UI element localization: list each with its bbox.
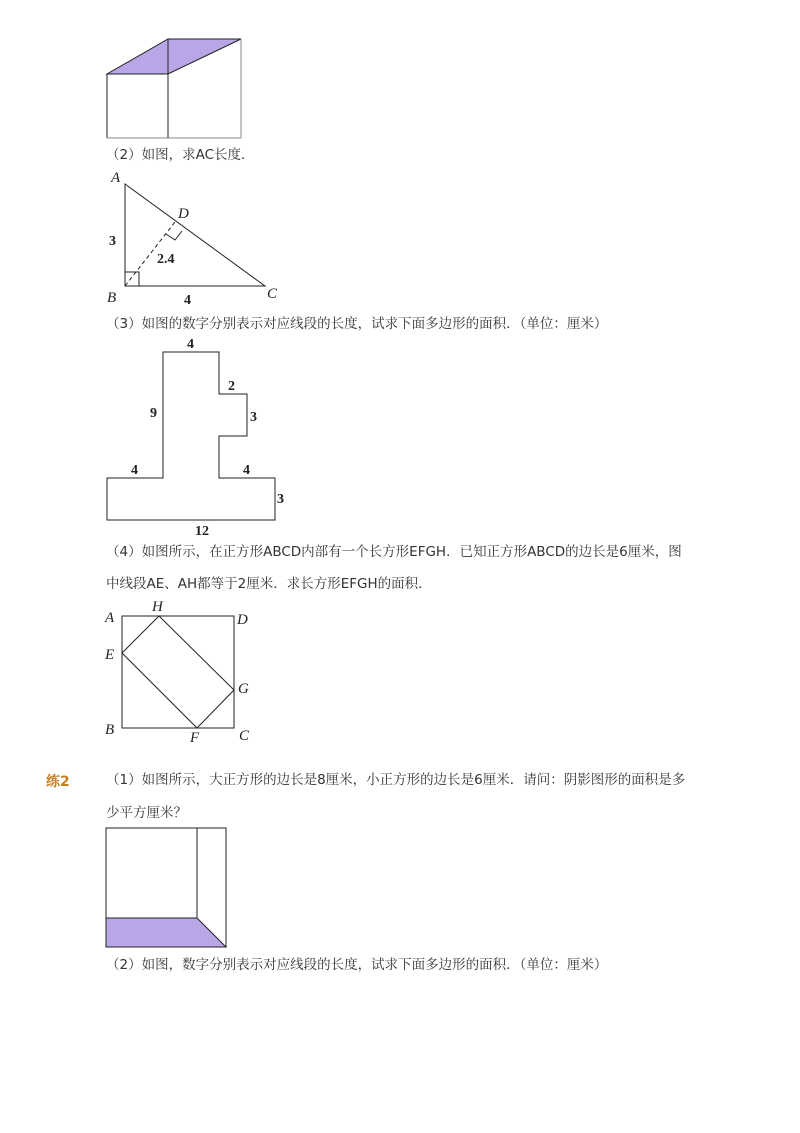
problem-2-text: （2）如图，求AC长度． bbox=[106, 147, 255, 163]
label-C: C bbox=[267, 286, 278, 302]
len-base-left: 4 bbox=[131, 463, 138, 478]
practice-2-q1-line2: 少平方厘米？ bbox=[106, 805, 187, 821]
figure-shaded-trapezoid bbox=[100, 824, 235, 952]
label-A: A bbox=[105, 610, 115, 626]
label-H: H bbox=[152, 599, 163, 615]
label-B: B bbox=[107, 290, 117, 306]
length-bd: 2.4 bbox=[157, 252, 175, 267]
label-B: B bbox=[105, 722, 115, 738]
label-F: F bbox=[190, 730, 200, 746]
len-base-height: 3 bbox=[277, 492, 284, 507]
figure-polygon bbox=[100, 336, 300, 539]
figure-shaded-parallelogram bbox=[100, 36, 250, 140]
label-A: A bbox=[111, 170, 121, 186]
label-G: G bbox=[238, 681, 249, 697]
len-left-height: 9 bbox=[150, 406, 157, 421]
practice-2-q2: （2）如图，数字分别表示对应线段的长度，试求下面多边形的面积．（单位：厘米） bbox=[106, 957, 608, 973]
label-D: D bbox=[178, 206, 189, 222]
problem-4-line2: 中线段AE、AH都等于2厘米．求长方形EFGH的面积． bbox=[106, 576, 432, 592]
problem-3-text: （3）如图的数字分别表示对应线段的长度，试求下面多边形的面积．（单位：厘米） bbox=[106, 316, 608, 332]
len-base-width: 12 bbox=[195, 524, 209, 539]
len-right-height: 3 bbox=[250, 410, 257, 425]
len-top: 4 bbox=[187, 337, 194, 352]
label-E: E bbox=[105, 647, 115, 663]
figure-square-rectangle bbox=[100, 596, 260, 746]
label-C: C bbox=[239, 728, 250, 744]
len-base-right: 4 bbox=[243, 463, 250, 478]
label-D: D bbox=[237, 612, 248, 628]
practice-tag: 练2 bbox=[46, 774, 70, 790]
problem-4-line1: （4）如图所示，在正方形ABCD内部有一个长方形EFGH．已知正方形ABCD的边长是6厘米，图 bbox=[106, 544, 682, 560]
figure-right-triangle bbox=[100, 166, 290, 311]
length-bc: 4 bbox=[184, 293, 191, 308]
length-ab: 3 bbox=[109, 234, 116, 249]
shaded-region bbox=[107, 39, 241, 74]
len-step: 2 bbox=[228, 379, 235, 394]
shaded-region bbox=[106, 918, 226, 947]
practice-2-q1-line1: （1）如图所示，大正方形的边长是8厘米，小正方形的边长是6厘米．请问：阴影图形的面积是多 bbox=[106, 772, 686, 788]
